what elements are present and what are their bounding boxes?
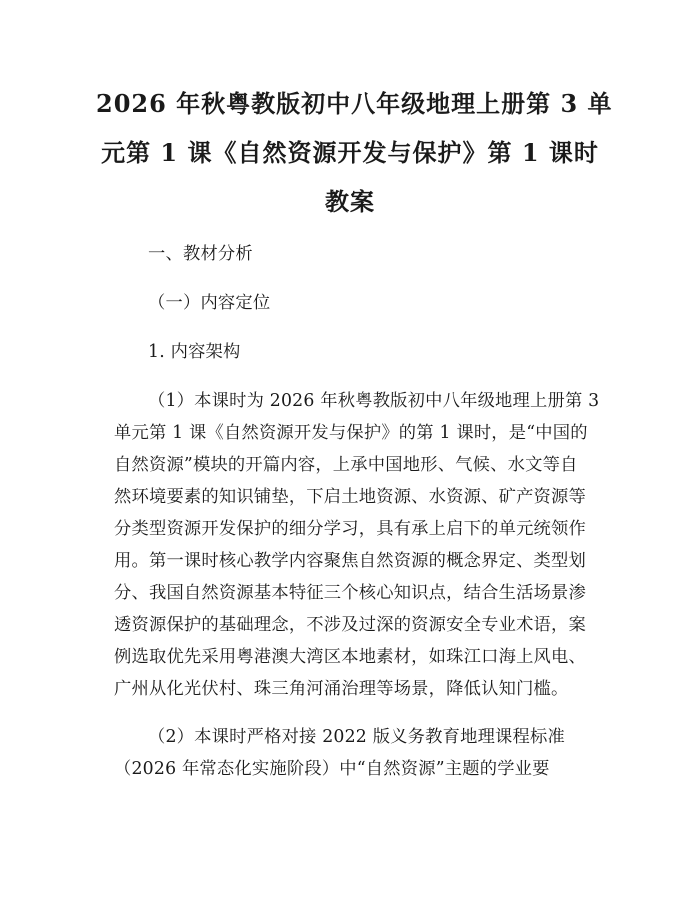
- paragraph-1-line-5: 分类型资源开发保护的细分学习，具有承上启下的单元统领作: [114, 519, 586, 539]
- document-title-line-3: 教案: [325, 187, 375, 216]
- paragraph-1-line-9: 例选取优先采用粤港澳大湾区本地素材，如珠江口海上风电、: [114, 647, 586, 667]
- document-title-line-1: 2026 年秋粤教版初中八年级地理上册第 3 单: [96, 89, 613, 118]
- subsection-heading-1: （一）内容定位: [148, 293, 271, 313]
- paragraph-1-line-10: 广州从化光伏村、珠三角河涌治理等场景，降低认知门槛。: [114, 679, 569, 699]
- section-heading-1: 一、教材分析: [148, 244, 253, 264]
- paragraph-1-line-2: 单元第 1 课《自然资源开发与保护》的第 1 课时，是“中国的: [114, 423, 588, 443]
- paragraph-2-line-1: （2）本课时严格对接 2022 版义务教育地理课程标准: [148, 727, 565, 747]
- paragraph-2-line-2: （2026 年常态化实施阶段）中“自然资源”主题的学业要: [114, 759, 550, 779]
- paragraph-1-line-4: 然环境要素的知识铺垫，下启土地资源、水资源、矿产资源等: [114, 487, 586, 507]
- paragraph-1-line-3: 自然资源”模块的开篇内容，上承中国地形、气候、水文等自: [114, 455, 578, 475]
- document-title-line-2: 元第 1 课《自然资源开发与保护》第 1 课时: [101, 138, 599, 167]
- paragraph-1-line-6: 用。第一课时核心教学内容聚焦自然资源的概念界定、类型划: [114, 551, 586, 571]
- paragraph-1-line-8: 透资源保护的基础理念，不涉及过深的资源安全专业术语，案: [114, 615, 586, 635]
- paragraph-1-line-1: （1）本课时为 2026 年秋粤教版初中八年级地理上册第 3: [148, 391, 600, 411]
- paragraph-1-line-7: 分、我国自然资源基本特征三个核心知识点，结合生活场景渗: [114, 583, 586, 603]
- item-heading-1: 1. 内容架构: [148, 342, 241, 362]
